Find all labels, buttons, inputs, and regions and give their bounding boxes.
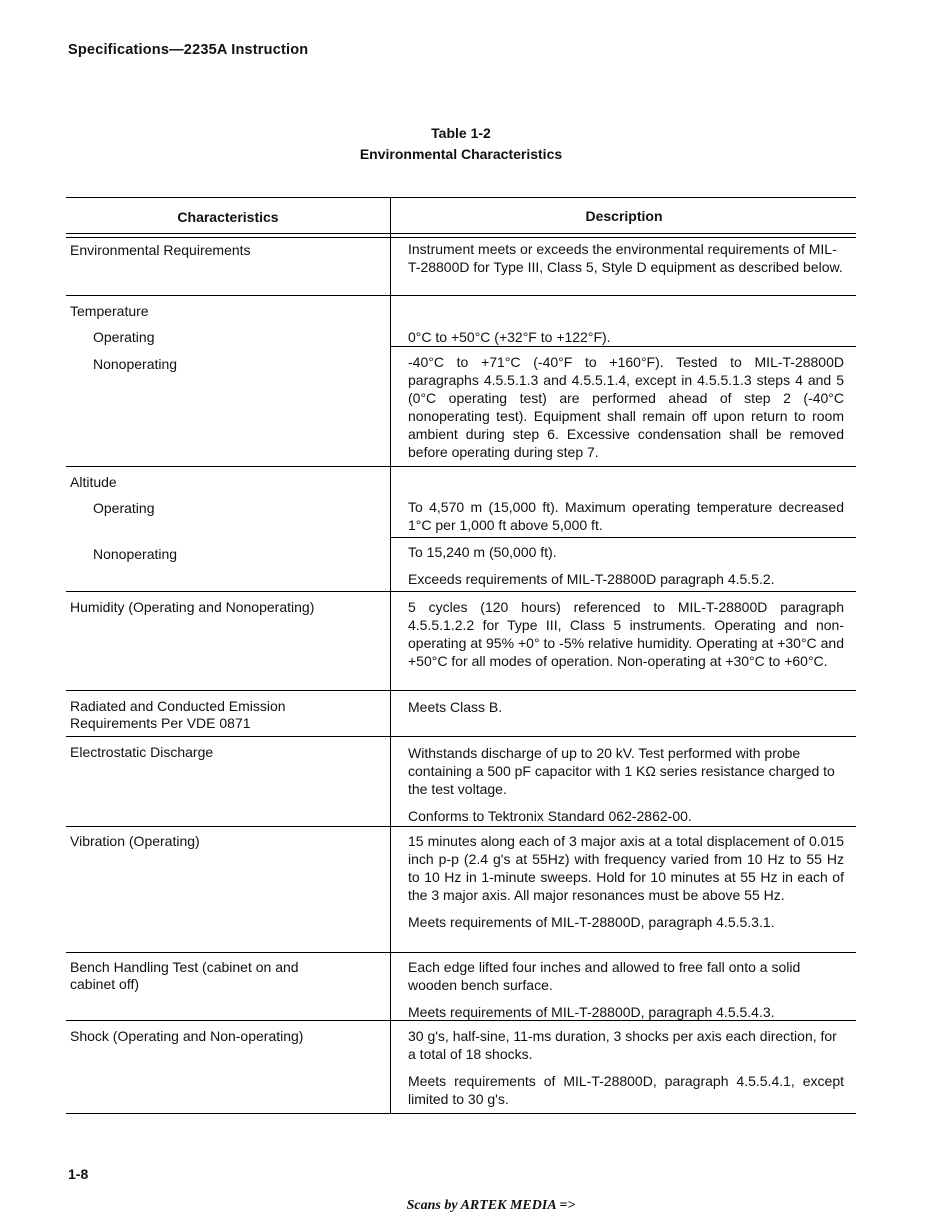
row-rule	[390, 537, 856, 538]
table-row-vibration	[66, 827, 856, 953]
row-description: Each edge lifted four inches and allowed to free fall onto a solid wooden bench surface. Meets requirements of MIL-T-28800D, paragraph 4.5.5.4.3.	[408, 959, 801, 1020]
row-description: 30 g's, half-sine, 11-ms duration, 3 shocks per axis each direction, for a total of 18 shocks. Meets requirements of MIL-T-28800D, paragraph 4.5.5.4.1, except limited to 30 g's.	[408, 1028, 844, 1107]
row-description: 5 cycles (120 hours) referenced to MIL-T-28800D paragraph 4.5.5.1.2.2 for Type III, Class 5 instruments. Operating and non-operating at 95% +0° to -5% relative humidity. Operating at +30°C and +50°C for all modes of operation. Non-operating at +30°C to +60°C.	[408, 599, 844, 669]
column-header-characteristics: Characteristics	[177, 209, 279, 225]
scan-credit: Scans by ARTEK MEDIA =>	[406, 1198, 576, 1213]
page-number: 1-8	[68, 1166, 89, 1182]
table-title: Environmental Characteristics	[359, 146, 563, 162]
row-label: Temperature	[70, 303, 149, 319]
table-row-altitude-nonoperating	[66, 539, 856, 592]
row-sublabel-nonoperating: Nonoperating	[93, 356, 178, 372]
row-label: Electrostatic Discharge	[70, 744, 214, 760]
table-row-temperature	[66, 296, 856, 346]
row-label: Radiated and Conducted Emission Requirements Per VDE 0871	[70, 698, 286, 731]
column-header-description: Description	[585, 208, 663, 224]
table-header-row	[66, 198, 856, 236]
table-row-altitude	[66, 467, 856, 537]
table-row-bench-handling	[66, 953, 856, 1021]
row-label: Altitude	[70, 474, 117, 490]
table-row-shock	[66, 1021, 856, 1114]
row-sublabel-nonoperating: Nonoperating	[93, 546, 178, 562]
row-label: Shock (Operating and Non-operating)	[70, 1028, 304, 1044]
row-sublabel-operating: Operating	[93, 500, 155, 516]
row-description: Withstands discharge of up to 20 kV. Test performed with probe containing a 500 pF capacitor with 1 KΩ series resistance charged to the test voltage. Conforms to Tektronix Standard 062-2862-00.	[408, 745, 835, 824]
row-label: Vibration (Operating)	[70, 833, 200, 849]
row-rule	[390, 346, 856, 347]
row-description: 15 minutes along each of 3 major axis at a total displacement of 0.015 inch p-p (2.4 g's at 55Hz) with frequency varied from 10 Hz to 55 Hz to 10 Hz in 1-minute sweeps. Hold for 10 minutes at 55 Hz in each of the 3 major axis. All major resonances must be above 55 Hz. Meets requirements of MIL-T-28800D, paragraph 4.5.5.3.1.	[408, 833, 844, 930]
table-row-humidity	[66, 592, 856, 691]
row-description: Instrument meets or exceeds the environmental requirements of MIL-T-28800D for Type III, Class 5, Style D equipment as described below.	[408, 241, 843, 275]
table-number: Table 1-2	[431, 125, 491, 141]
table-row-emission	[66, 691, 856, 737]
row-label: Environmental Requirements	[70, 242, 251, 258]
row-description: To 15,240 m (50,000 ft). Exceeds requirements of MIL-T-28800D paragraph 4.5.5.2.	[408, 544, 775, 587]
row-sublabel-operating: Operating	[93, 329, 155, 345]
page-header: Specifications—2235A Instruction	[68, 42, 309, 58]
table-row-electrostatic-discharge	[66, 737, 856, 827]
table-row-environmental-requirements	[66, 236, 856, 296]
row-description: To 4,570 m (15,000 ft). Maximum operating temperature decreased 1°C per 1,000 ft above 5,000 ft.	[408, 499, 844, 533]
row-label: Humidity (Operating and Nonoperating)	[70, 599, 315, 615]
row-description: -40°C to +71°C (-40°F to +160°F). Tested to MIL-T-28800D paragraphs 4.5.5.1.3 and 4.5.5.1.4, except in 4.5.5.1.3 steps 4 and 5 (0°C operating test) are performed ahead of step 2 (-40°C nonoperating test). Equipment shall remain off upon return to room ambient during step 6. Excessive condensation shall be removed before operating during step 7.	[408, 354, 844, 460]
table-row-temperature-nonoperating	[66, 348, 856, 467]
row-description: Meets Class B.	[408, 699, 503, 715]
row-description: 0°C to +50°C (+32°F to +122°F).	[408, 329, 611, 345]
row-label: Bench Handling Test (cabinet on and cabinet off)	[70, 959, 299, 992]
